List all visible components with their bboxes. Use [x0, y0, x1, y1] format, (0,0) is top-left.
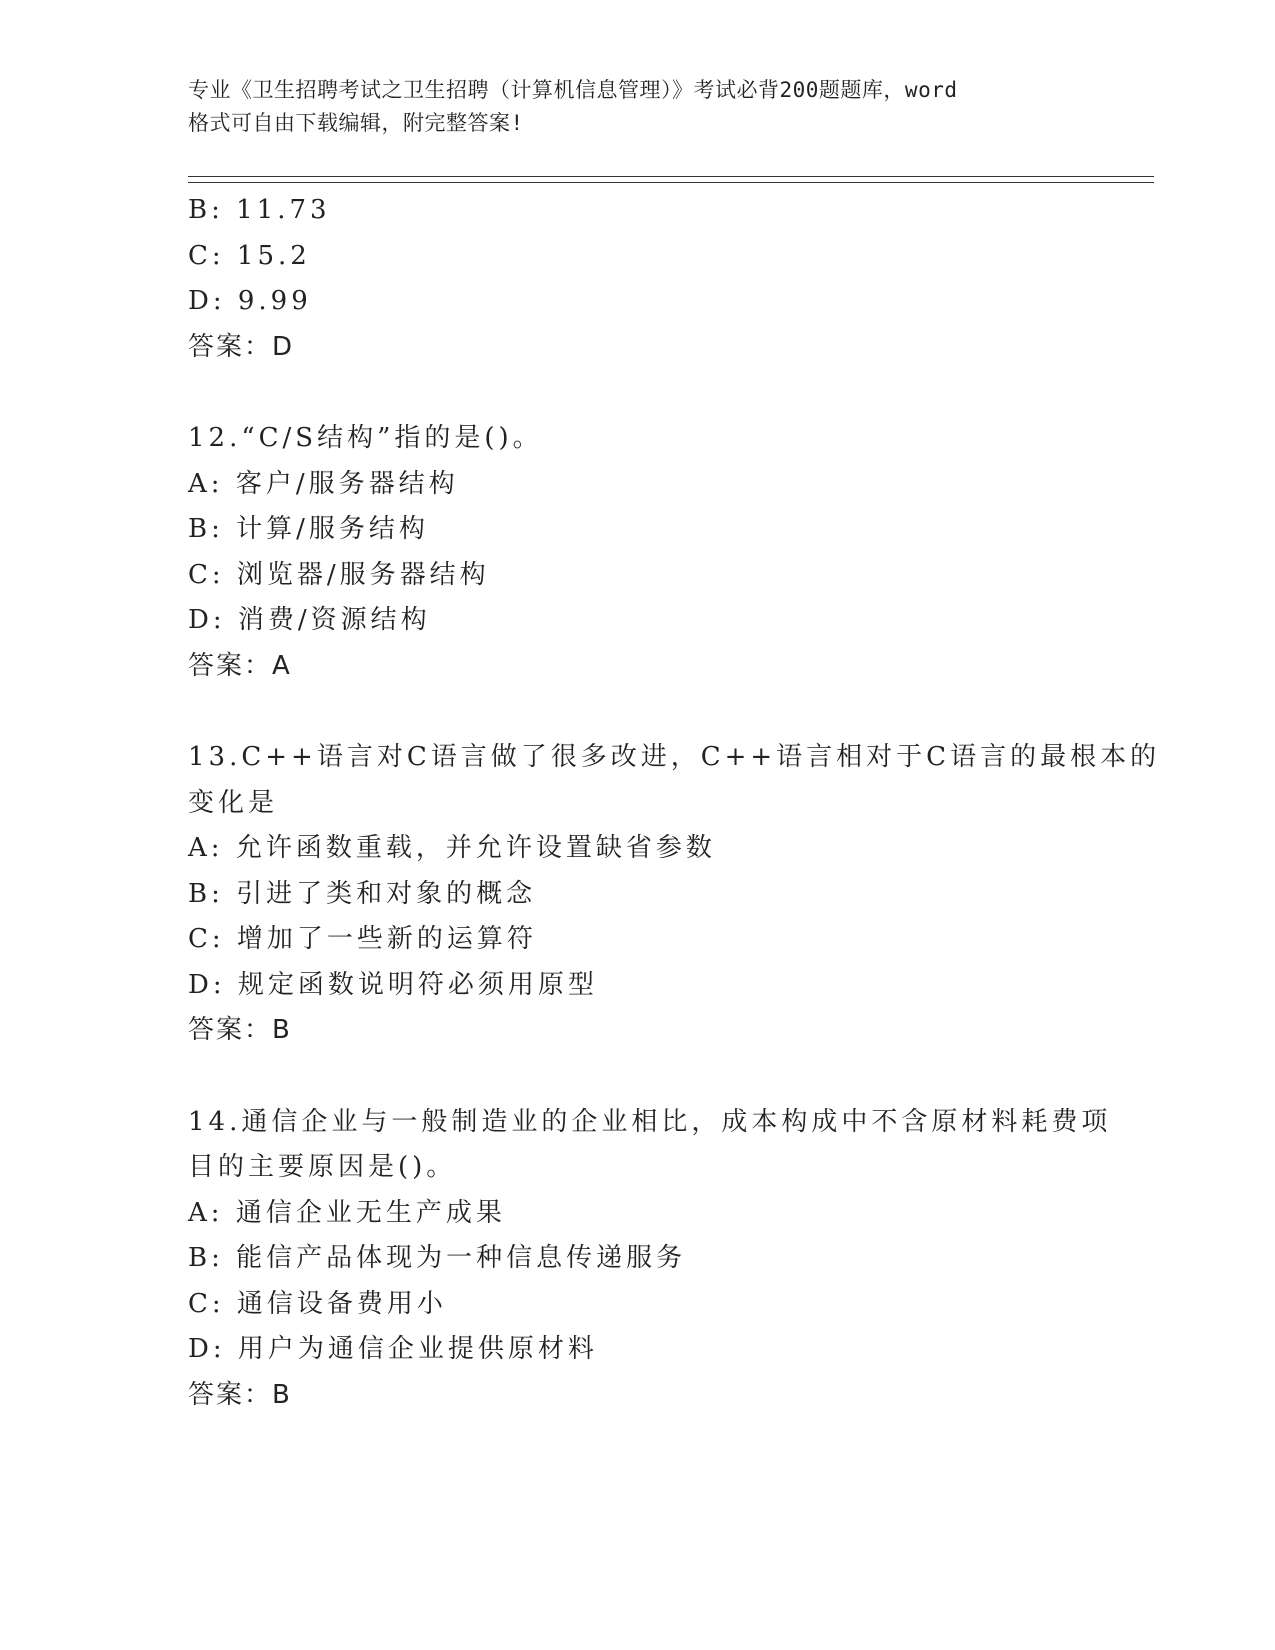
option-text: 规定函数说明符必须用原型 [237, 969, 598, 1000]
option-label: A: [188, 468, 224, 499]
option-b [188, 1236, 1088, 1282]
option-b [188, 188, 1088, 234]
option-text: 通信企业无生产成果 [235, 1197, 506, 1228]
option-label: D: [188, 969, 226, 1000]
option-label: B: [188, 878, 224, 909]
option-text: 消费/资源结构 [237, 605, 431, 635]
option-a [188, 826, 1088, 872]
option-text: 引进了类和对象的概念 [236, 878, 537, 909]
option-text: 计算/服务结构 [236, 514, 429, 544]
option-text: 11.73 [236, 195, 331, 225]
question-14 [188, 1100, 1112, 1419]
spacer [188, 689, 1088, 735]
header-rule-bottom [188, 182, 1154, 183]
header-rule-top [188, 176, 1154, 177]
question-12 [188, 416, 1088, 689]
option-label: C: [188, 1288, 225, 1319]
option-d [188, 279, 1088, 325]
option-text: 允许函数重载，并允许设置缺省参数 [235, 833, 716, 863]
option-label: B: [188, 195, 224, 225]
answer: 答案：D [188, 331, 295, 362]
header-line-1: 专业《卫生招聘考试之卫生招聘（计算机信息管理）》考试必背200题题库，word [188, 78, 958, 102]
option-text: 9.99 [237, 286, 312, 316]
option-text: 通信设备费用小 [236, 1288, 447, 1319]
question-text-line-1: 13.C++语言对C语言做了很多改进，C++语言相对于C语言的最根本的 [188, 742, 1161, 772]
option-d [188, 598, 1088, 644]
option-c [188, 553, 1088, 599]
option-b [188, 872, 1088, 918]
option-text: 能信产品体现为一种信息传递服务 [236, 1243, 687, 1273]
option-label: D: [188, 286, 226, 316]
option-label: B: [188, 514, 224, 544]
spacer [188, 370, 1088, 416]
option-text: 浏览器/服务器结构 [236, 559, 490, 590]
option-label: A: [188, 833, 224, 863]
option-label: C: [188, 559, 225, 590]
option-text: 15.2 [236, 240, 311, 271]
option-label: C: [188, 924, 225, 954]
option-b [188, 507, 1088, 553]
option-label: D: [188, 605, 226, 635]
answer: 答案：A [188, 650, 292, 681]
question-text-line-1: 14.通信企业与一般制造业的企业相比，成本构成中不含原材料耗费项 [188, 1106, 1112, 1137]
option-a [188, 1191, 1088, 1237]
document-header [188, 74, 1088, 140]
option-text: 客户/服务器结构 [235, 468, 459, 499]
answer: 答案：B [188, 1015, 292, 1045]
option-d [188, 963, 1088, 1009]
header-line-2: 格式可自由下载编辑，附完整答案! [188, 111, 524, 135]
answer: 答案：B [188, 1379, 292, 1410]
option-c [188, 917, 1088, 963]
question-13 [188, 735, 1161, 1054]
option-label: A: [188, 1197, 224, 1228]
option-c [188, 1282, 1088, 1328]
option-label: D: [188, 1334, 226, 1364]
option-d [188, 1327, 1088, 1373]
option-a [188, 462, 1088, 508]
option-text: 增加了一些新的运算符 [236, 924, 537, 954]
option-label: C: [188, 240, 225, 271]
question-text-line-2: 目的主要原因是()。 [188, 1152, 457, 1182]
option-c [188, 234, 1088, 280]
question-text-line-2: 变化是 [188, 787, 279, 818]
option-label: B: [188, 1243, 224, 1273]
question-text: 12.“C/S结构”指的是()。 [188, 423, 543, 453]
option-text: 用户为通信企业提供原材料 [237, 1334, 598, 1364]
question-11-tail [188, 188, 1088, 370]
spacer [188, 1054, 1088, 1100]
question-list [188, 188, 1161, 1418]
